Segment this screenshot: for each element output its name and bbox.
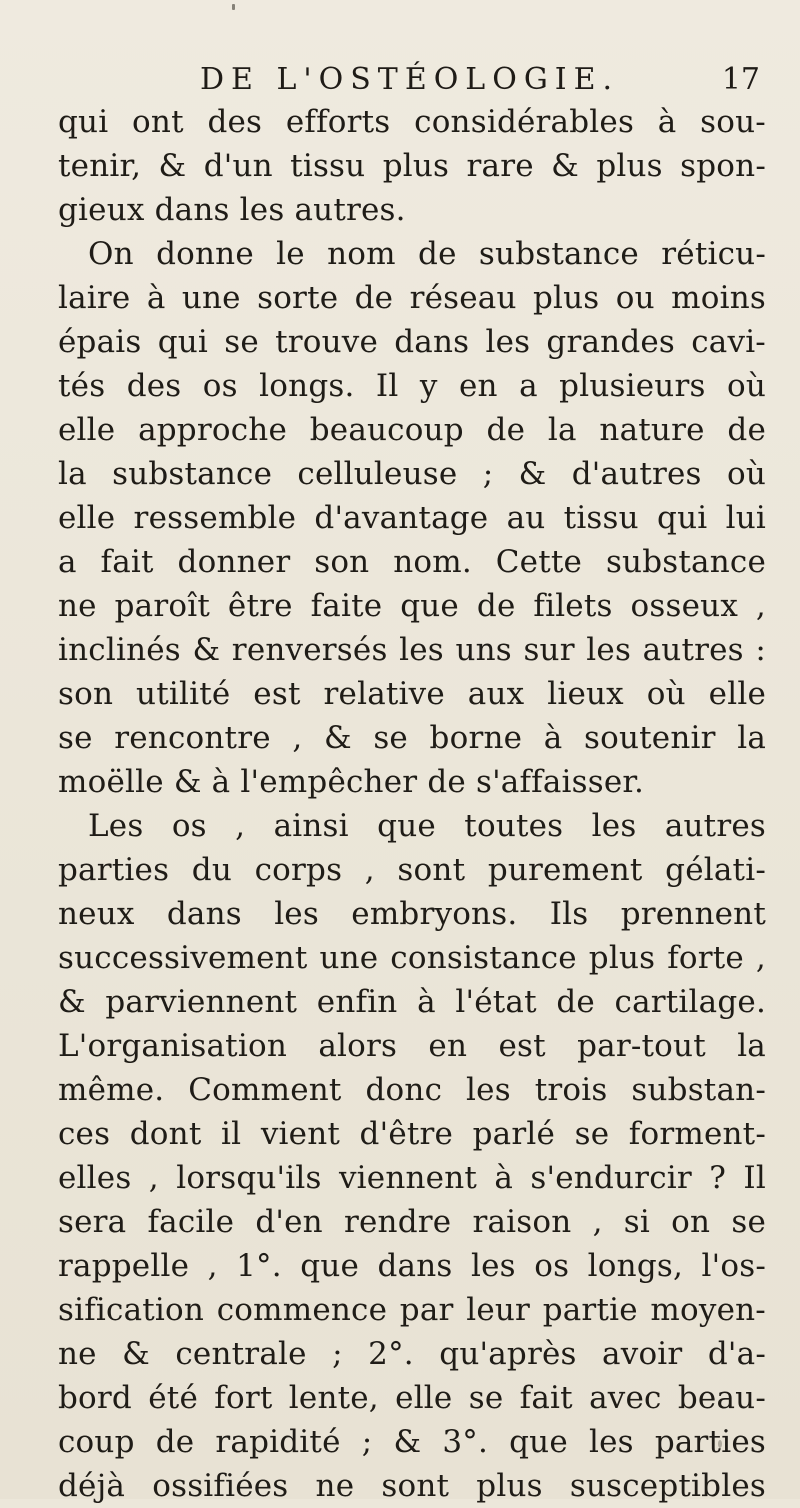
- text-line: L'organisation alors en est par-tout la: [58, 1028, 766, 1064]
- margin-mark: [232, 4, 235, 10]
- text-line: qui ont des efforts considérables à sou-: [58, 104, 766, 140]
- text-line: parties du corps , sont purement gélati-: [58, 852, 766, 888]
- page-number: 17: [721, 62, 760, 97]
- text-line: elle ressemble d'avantage au tissu qui lui: [58, 500, 766, 536]
- text-line: se rencontre , & se borne à soutenir la: [58, 720, 766, 756]
- text-line: Les os , ainsi que toutes les autres: [88, 808, 766, 844]
- text-line: successivement une consistance plus forte ,: [58, 940, 766, 976]
- body-text: [58, 100, 766, 1508]
- text-line: déjà ossifiées ne sont plus susceptibles: [58, 1468, 766, 1504]
- running-head: DE L'OSTÉOLOGIE.: [200, 62, 620, 97]
- text-line: sification commence par leur partie moyen-: [58, 1292, 766, 1328]
- text-line: coup de rapidité ; & 3°. que les parties: [58, 1424, 766, 1460]
- text-line: la substance celluleuse ; & d'autres où: [58, 456, 766, 492]
- text-line: ces dont il vient d'être parlé se forment-: [58, 1116, 766, 1152]
- paper-speck: [718, 1440, 722, 1448]
- text-line: On donne le nom de substance réticu-: [88, 236, 766, 272]
- text-line: rappelle , 1°. que dans les os longs, l'os-: [58, 1248, 766, 1284]
- text-line: elle approche beaucoup de la nature de: [58, 412, 766, 448]
- text-line: bord été fort lente, elle se fait avec beau-: [58, 1380, 766, 1416]
- text-line: laire à une sorte de réseau plus ou moins: [58, 280, 766, 316]
- text-line: moëlle & à l'empêcher de s'affaisser.: [58, 764, 645, 800]
- text-line: a fait donner son nom. Cette substance: [58, 544, 766, 580]
- text-line: son utilité est relative aux lieux où elle: [58, 676, 766, 712]
- text-line: sera facile d'en rendre raison , si on se: [58, 1204, 766, 1240]
- text-line: inclinés & renversés les uns sur les autres :: [58, 632, 766, 668]
- text-line: & parviennent enfin à l'état de cartilage.: [58, 984, 766, 1020]
- text-line: tenir, & d'un tissu plus rare & plus spon-: [58, 148, 766, 184]
- text-line: tés des os longs. Il y en a plusieurs où: [58, 368, 766, 404]
- text-line: même. Comment donc les trois substan-: [58, 1072, 766, 1108]
- text-line: elles , lorsqu'ils viennent à s'endurcir ? Il: [58, 1160, 766, 1196]
- text-line: ne & centrale ; 2°. qu'après avoir d'a-: [58, 1336, 766, 1372]
- text-line: épais qui se trouve dans les grandes cavi-: [58, 324, 766, 360]
- page-header: [200, 60, 760, 100]
- text-line: gieux dans les autres.: [58, 192, 406, 228]
- text-line: ne paroît être faite que de filets osseux ,: [58, 588, 766, 624]
- text-line: neux dans les embryons. Ils prennent: [58, 896, 766, 932]
